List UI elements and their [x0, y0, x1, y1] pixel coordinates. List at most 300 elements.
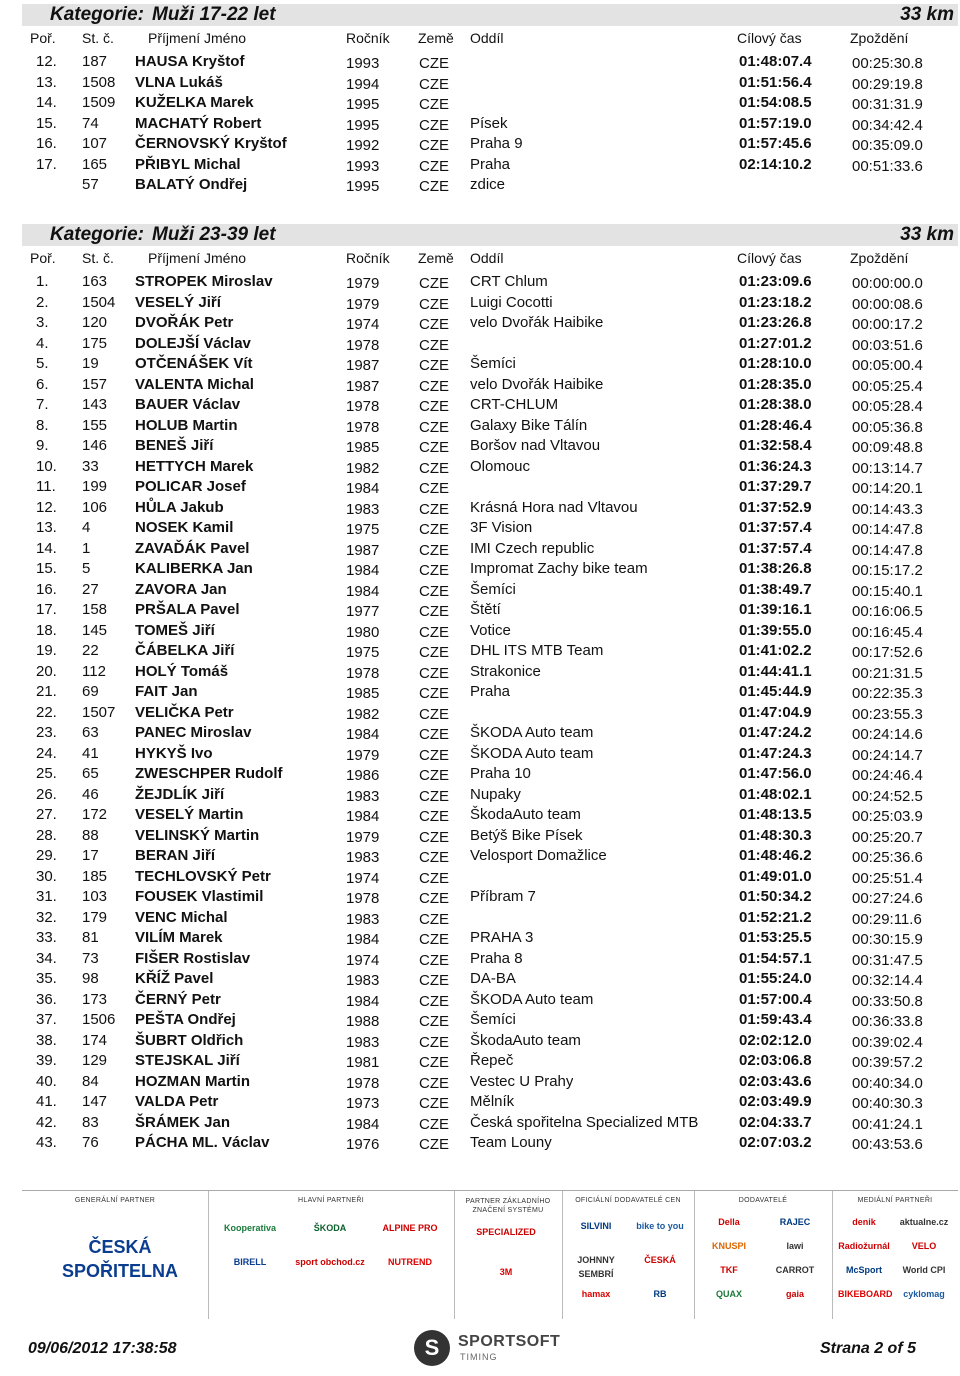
cell-name: ŠRÁMEK Jan — [135, 1113, 231, 1131]
cell-bib: 185 — [82, 867, 108, 885]
cell-year: 1995 — [346, 116, 380, 134]
cell-name: VENC Michal — [135, 908, 228, 926]
table-row — [0, 539, 960, 559]
cell-delay: 00:25:20.7 — [852, 828, 923, 846]
cell-name: VESELÝ Jiří — [135, 293, 221, 311]
cell-rank: 10. — [36, 457, 57, 475]
cell-year: 1978 — [346, 336, 380, 354]
cell-club: Příbram 7 — [470, 888, 536, 905]
cell-country: CZE — [419, 931, 449, 948]
cell-year: 1984 — [346, 992, 380, 1010]
cell-delay: 00:24:14.6 — [852, 726, 923, 743]
cell-name: VALDA Petr — [135, 1093, 219, 1110]
cell-bib: 1 — [82, 539, 91, 557]
cell-name: HAUSA Kryštof — [135, 53, 245, 70]
cell-time: 01:32:58.4 — [739, 437, 812, 454]
cell-rank: 17. — [36, 601, 57, 618]
cell-year: 1984 — [346, 582, 380, 600]
cell-name: BALATÝ Ondřej — [135, 176, 248, 193]
cell-bib: 74 — [82, 114, 99, 132]
table-row — [0, 1010, 960, 1030]
sportsoft-sub: TIMING — [460, 1352, 498, 1362]
table-row — [0, 457, 960, 477]
table-row — [0, 785, 960, 805]
cell-club: ŠKODA Auto team — [470, 744, 594, 762]
cell-club: zdice — [470, 176, 506, 193]
cell-bib: 199 — [82, 478, 108, 495]
table-row — [0, 826, 960, 846]
cell-delay: 00:30:15.9 — [852, 931, 923, 948]
partner-logo: denik — [852, 1217, 876, 1227]
cell-country: CZE — [419, 275, 449, 292]
cell-club: CRT Chlum — [470, 273, 548, 290]
cell-bib: 146 — [82, 437, 108, 454]
cell-bib: 19 — [82, 355, 99, 372]
cell-country: CZE — [419, 849, 449, 866]
cell-club: PRAHA 3 — [470, 929, 534, 946]
cell-delay: 00:16:45.4 — [852, 623, 923, 641]
cell-bib: 157 — [82, 375, 108, 393]
cell-name: ŠUBRT Oldřich — [135, 1031, 244, 1049]
cell-country: CZE — [419, 562, 449, 579]
cell-delay: 00:39:02.4 — [852, 1033, 923, 1051]
cell-country: CZE — [419, 869, 449, 887]
cell-country: CZE — [419, 55, 449, 72]
cell-country: CZE — [419, 500, 449, 518]
cell-club: velo Dvořák Haibike — [470, 375, 604, 393]
cell-rank: 11. — [36, 478, 56, 495]
cell-rank: 2. — [36, 293, 49, 311]
cell-delay: 00:33:50.8 — [852, 992, 923, 1010]
cell-time: 01:48:02.1 — [739, 785, 812, 803]
cell-time: 01:48:30.3 — [739, 826, 812, 844]
cell-year: 1988 — [346, 1013, 380, 1030]
table-row — [0, 272, 960, 292]
cell-delay: 00:25:30.8 — [852, 55, 923, 72]
cell-club: Impromat Zachy bike team — [470, 560, 648, 577]
table-row — [0, 662, 960, 682]
cell-rank: 14. — [36, 539, 57, 557]
cell-rank: 15. — [36, 560, 57, 577]
cell-club: ŠKODA Auto team — [470, 990, 594, 1008]
cell-rank: 31. — [36, 888, 57, 905]
partner-logo: BIRELL — [233, 1257, 267, 1267]
table-row — [0, 1051, 960, 1071]
cell-year: 1978 — [346, 398, 380, 415]
cell-delay: 00:29:19.8 — [852, 75, 923, 93]
col-name: Příjmení Jméno — [148, 30, 247, 46]
table-row — [0, 969, 960, 989]
cell-year: 1984 — [346, 480, 380, 497]
cell-rank: 24. — [36, 744, 57, 762]
cell-name: PEŠTA Ondřej — [135, 1011, 236, 1028]
cell-country: CZE — [419, 623, 449, 641]
cell-rank: 27. — [36, 806, 57, 823]
cell-year: 1978 — [346, 1074, 380, 1092]
cell-bib: 33 — [82, 457, 99, 475]
table-row — [0, 416, 960, 436]
cell-year: 1975 — [346, 521, 380, 538]
cell-delay: 00:39:57.2 — [852, 1054, 923, 1071]
cell-country: CZE — [419, 746, 449, 764]
cell-club: Šemíci — [470, 580, 516, 598]
cell-country: CZE — [419, 726, 449, 743]
column-header — [0, 249, 960, 269]
cell-name: FAIT Jan — [135, 683, 198, 700]
cell-rank: 12. — [36, 53, 57, 70]
cell-time: 01:51:56.4 — [739, 73, 812, 91]
partner-logo: QUAX — [715, 1289, 742, 1299]
col-delay: Zpoždění — [850, 250, 909, 266]
cell-name: ČERNÝ Petr — [135, 990, 221, 1008]
partner-logo: NUTREND — [388, 1257, 432, 1267]
table-row — [0, 354, 960, 374]
cell-bib: 179 — [82, 908, 108, 926]
cell-name: FIŠER Rostislav — [135, 949, 251, 967]
cell-time: 01:28:38.0 — [739, 396, 812, 413]
cell-name: ZAVAĎÁK Pavel — [135, 539, 250, 557]
cell-delay: 00:05:36.8 — [852, 418, 923, 436]
cell-delay: 00:24:52.5 — [852, 787, 923, 805]
table-row — [0, 908, 960, 928]
cell-name: FOUSEK Vlastimil — [135, 888, 264, 905]
cell-country: CZE — [419, 1095, 449, 1112]
cell-name: STEJSKAL Jiří — [135, 1052, 240, 1069]
cell-country: CZE — [419, 992, 449, 1010]
cell-time: 01:53:25.5 — [739, 929, 812, 946]
partner-logo: CARROT — [775, 1265, 815, 1275]
cell-name: BAUER Václav — [135, 396, 241, 413]
cell-delay: 00:25:36.6 — [852, 849, 923, 866]
cell-name: HOLÝ Tomáš — [135, 662, 229, 680]
cell-time: 01:37:57.4 — [739, 519, 812, 536]
cell-delay: 00:14:47.8 — [852, 521, 923, 538]
cell-time: 01:36:24.3 — [739, 457, 812, 475]
cell-rank: 25. — [36, 765, 57, 782]
cell-name: NOSEK Kamil — [135, 519, 234, 536]
table-row — [0, 764, 960, 784]
partner-logo: Radiožurnál — [838, 1241, 890, 1251]
partner-logo: VELO — [911, 1241, 937, 1251]
cell-rank: 37. — [36, 1011, 57, 1028]
cell-delay: 00:24:14.7 — [852, 746, 923, 764]
cell-name: POLICAR Josef — [135, 478, 246, 495]
cell-delay: 00:25:03.9 — [852, 808, 923, 825]
category-distance: 33 km — [900, 4, 954, 25]
cell-country: CZE — [419, 459, 449, 477]
cell-delay: 00:23:55.3 — [852, 705, 923, 723]
cell-name: DVOŘÁK Petr — [135, 314, 234, 331]
partner-logo: Kooperativa — [223, 1223, 276, 1233]
table-row — [0, 600, 960, 620]
cell-rank: 36. — [36, 990, 57, 1008]
cell-delay: 00:27:24.6 — [852, 890, 923, 907]
table-row — [0, 293, 960, 313]
cell-name: HYKYŠ Ivo — [135, 744, 213, 762]
cell-name: VALENTA Michal — [135, 375, 254, 393]
cell-delay: 00:43:53.6 — [852, 1136, 923, 1153]
cell-time: 02:04:33.7 — [739, 1113, 812, 1131]
cell-rank: 29. — [36, 847, 57, 864]
category-name: Muži 23-39 let — [152, 224, 276, 245]
cell-delay: 00:32:14.4 — [852, 972, 923, 989]
col-country: Země — [418, 250, 454, 266]
cell-year: 1995 — [346, 96, 380, 113]
cell-time: 01:39:16.1 — [739, 601, 812, 618]
cell-time: 01:44:41.1 — [739, 662, 812, 680]
cell-year: 1973 — [346, 1095, 380, 1112]
cell-country: CZE — [419, 767, 449, 784]
cell-rank: 33. — [36, 929, 57, 946]
cell-delay: 00:16:06.5 — [852, 603, 923, 620]
cell-country: CZE — [419, 1074, 449, 1092]
cell-rank: 19. — [36, 642, 57, 659]
table-row — [0, 990, 960, 1010]
general-partner-caption: GENERÁLNÍ PARTNER — [74, 1197, 156, 1204]
cell-club: Krásná Hora nad Vltavou — [470, 498, 638, 516]
partner-logo: hamax — [581, 1289, 611, 1299]
cell-bib: 147 — [82, 1093, 108, 1110]
cell-time: 01:23:26.8 — [739, 314, 812, 331]
media-partners-caption: MEDIÁLNÍ PARTNEŘI — [857, 1197, 933, 1204]
cell-time: 01:48:13.5 — [739, 806, 812, 823]
cell-club: Šemíci — [470, 355, 516, 372]
table-row — [0, 1072, 960, 1092]
sportsoft-logo — [414, 1330, 561, 1370]
cell-country: CZE — [419, 157, 449, 175]
cell-rank: 28. — [36, 826, 57, 844]
cell-delay: 00:36:33.8 — [852, 1013, 923, 1030]
cell-country: CZE — [419, 705, 449, 723]
partner-logo: ALPINE PRO — [382, 1223, 438, 1233]
cell-time: 01:47:24.2 — [739, 724, 812, 741]
cell-club: Praha 10 — [470, 765, 531, 782]
cell-club: ŠkodaAuto team — [470, 1031, 581, 1049]
table-row — [0, 395, 960, 415]
cell-time: 02:02:12.0 — [739, 1031, 812, 1049]
partner-logo: KNUSPI — [711, 1241, 746, 1251]
cell-delay: 00:00:17.2 — [852, 316, 923, 333]
cell-year: 1994 — [346, 75, 380, 93]
partner-logo: ŠKODA — [313, 1223, 347, 1233]
cell-bib: 22 — [82, 642, 99, 659]
partner-logo: ČESKÁ — [644, 1255, 676, 1265]
cell-club: Strakonice — [470, 662, 541, 680]
cell-bib: 17 — [82, 847, 99, 864]
cell-country: CZE — [419, 398, 449, 415]
cell-country: CZE — [419, 75, 449, 93]
cell-year: 1984 — [346, 1115, 380, 1133]
cell-year: 1984 — [346, 726, 380, 743]
cell-time: 01:28:46.4 — [739, 416, 812, 434]
cell-delay: 00:40:34.0 — [852, 1074, 923, 1092]
cell-delay: 00:25:51.4 — [852, 869, 923, 887]
cell-time: 01:52:21.2 — [739, 908, 812, 926]
cell-year: 1982 — [346, 705, 380, 723]
cell-delay: 00:17:52.6 — [852, 644, 923, 661]
table-row — [0, 518, 960, 538]
cell-name: ČERNOVSKÝ Kryštof — [135, 135, 287, 152]
cell-delay: 00:14:20.1 — [852, 480, 923, 497]
table-row — [0, 52, 960, 72]
cell-delay: 00:22:35.3 — [852, 685, 923, 702]
cell-rank: 5. — [36, 355, 49, 372]
cell-bib: 107 — [82, 135, 108, 152]
cell-rank: 8. — [36, 416, 49, 434]
cell-name: VELINSKÝ Martin — [135, 826, 260, 844]
cell-year: 1992 — [346, 137, 380, 154]
cell-bib: 129 — [82, 1052, 108, 1069]
table-row — [0, 375, 960, 395]
cell-rank: 9. — [36, 437, 49, 454]
table-row — [0, 580, 960, 600]
cell-year: 1987 — [346, 541, 380, 559]
cell-bib: 73 — [82, 949, 99, 967]
col-club: Oddíl — [470, 30, 504, 46]
category-name: Muži 17-22 let — [152, 4, 276, 25]
suppliers-caption: DODAVATELÉ — [738, 1197, 788, 1204]
table-row — [0, 313, 960, 333]
official-suppliers — [562, 1191, 695, 1319]
cell-year: 1979 — [346, 275, 380, 292]
cell-rank: 41. — [36, 1093, 57, 1110]
cell-country: CZE — [419, 377, 449, 395]
cell-bib: 63 — [82, 724, 99, 741]
category-distance: 33 km — [900, 224, 954, 245]
cell-time: 01:37:57.4 — [739, 539, 812, 557]
cell-year: 1993 — [346, 157, 380, 175]
cell-bib: 84 — [82, 1072, 99, 1090]
table-row — [0, 723, 960, 743]
table-row — [0, 155, 960, 175]
cell-club: Praha — [470, 155, 511, 173]
cell-club: IMI Czech republic — [470, 539, 595, 557]
cell-bib: 4 — [82, 519, 91, 536]
col-country: Země — [418, 30, 454, 46]
sportsoft-mark-icon: S — [414, 1330, 450, 1366]
cell-name: VLNA Lukáš — [135, 73, 223, 91]
partner-logo: SILVINI — [580, 1221, 612, 1231]
cell-bib: 88 — [82, 826, 99, 844]
cell-year: 1974 — [346, 951, 380, 969]
cell-time: 01:57:00.4 — [739, 990, 812, 1008]
table-row — [0, 175, 960, 195]
cell-country: CZE — [419, 480, 449, 497]
table-row — [0, 1113, 960, 1133]
cell-delay: 00:00:08.6 — [852, 295, 923, 313]
cell-country: CZE — [419, 521, 449, 538]
cell-club: ŠKODA Auto team — [470, 724, 594, 741]
cell-bib: 1504 — [82, 293, 116, 311]
cell-delay: 00:41:24.1 — [852, 1115, 923, 1133]
system-partner — [454, 1191, 563, 1319]
cell-country: CZE — [419, 137, 449, 154]
cell-club: Velosport Domažlice — [470, 847, 607, 864]
category-bar — [22, 224, 958, 246]
partners-strip — [22, 1190, 958, 1319]
cell-rank: 7. — [36, 396, 49, 413]
main-partners — [208, 1191, 455, 1319]
cell-rank: 12. — [36, 498, 57, 516]
cell-time: 01:48:07.4 — [739, 53, 812, 70]
cell-name: ZWESCHPER Rudolf — [135, 765, 283, 782]
cell-name: HOLUB Martin — [135, 416, 238, 434]
cell-delay: 00:09:48.8 — [852, 439, 923, 456]
cell-country: CZE — [419, 1115, 449, 1133]
cell-time: 02:03:49.9 — [739, 1093, 812, 1110]
cell-time: 01:47:56.0 — [739, 765, 812, 782]
table-row — [0, 887, 960, 907]
cell-club: Praha 9 — [470, 135, 523, 152]
cell-name: BENEŠ Jiří — [135, 437, 214, 454]
cell-time: 01:50:34.2 — [739, 888, 812, 905]
partner-logo: 3M — [499, 1267, 513, 1277]
cell-year: 1977 — [346, 603, 380, 620]
suppliers — [694, 1191, 833, 1319]
cell-time: 01:37:52.9 — [739, 498, 812, 516]
cell-delay: 00:31:47.5 — [852, 951, 923, 969]
main-partners-caption: HLAVNÍ PARTNEŘI — [298, 1197, 364, 1204]
general-partner — [22, 1191, 209, 1319]
cell-rank: 21. — [36, 683, 57, 700]
cell-name: ŽEJDLÍK Jiří — [135, 785, 225, 803]
cell-name: PÁCHA ML. Václav — [135, 1134, 270, 1151]
cell-time: 01:28:10.0 — [739, 355, 812, 372]
cell-club: DA-BA — [470, 970, 516, 987]
cell-delay: 00:40:30.3 — [852, 1095, 923, 1112]
cell-name: TECHLOVSKÝ Petr — [135, 867, 271, 885]
cell-country: CZE — [419, 910, 449, 928]
cell-time: 01:54:57.1 — [739, 949, 812, 967]
cell-rank: 18. — [36, 621, 57, 639]
cell-bib: 187 — [82, 53, 108, 70]
cell-time: 01:27:01.2 — [739, 334, 812, 352]
cell-club: Šemíci — [470, 1011, 516, 1028]
cell-country: CZE — [419, 96, 449, 113]
cell-year: 1987 — [346, 377, 380, 395]
cell-bib: 1507 — [82, 703, 116, 721]
partner-logo: McSport — [846, 1265, 882, 1275]
cell-rank: 13. — [36, 73, 57, 91]
table-row — [0, 93, 960, 113]
cell-rank: 39. — [36, 1052, 57, 1069]
cell-time: 01:23:18.2 — [739, 293, 812, 311]
cell-rank: 13. — [36, 519, 57, 536]
partner-logo: SPECIALIZED — [476, 1227, 536, 1237]
cell-year: 1987 — [346, 357, 380, 374]
print-datetime: 09/06/2012 17:38:58 — [28, 1340, 177, 1357]
cell-name: PŘIBYL Michal — [135, 155, 241, 173]
cell-year: 1983 — [346, 787, 380, 805]
cell-country: CZE — [419, 644, 449, 661]
cell-country: CZE — [419, 418, 449, 436]
cell-name: KALIBERKA Jan — [135, 560, 253, 577]
cell-country: CZE — [419, 972, 449, 989]
cell-year: 1974 — [346, 869, 380, 887]
cell-name: OTČENÁŠEK Vít — [135, 355, 253, 372]
cell-year: 1978 — [346, 664, 380, 682]
partner-logo: cyklomag — [903, 1289, 945, 1299]
cell-bib: 41 — [82, 744, 99, 762]
cell-delay: 00:14:47.8 — [852, 541, 923, 559]
table-row — [0, 928, 960, 948]
table-row — [0, 744, 960, 764]
cell-year: 1980 — [346, 623, 380, 641]
table-row — [0, 498, 960, 518]
cell-delay: 00:00:00.0 — [852, 275, 923, 292]
cell-year: 1983 — [346, 500, 380, 518]
cell-name: ČÁBELKA Jiří — [135, 642, 235, 659]
